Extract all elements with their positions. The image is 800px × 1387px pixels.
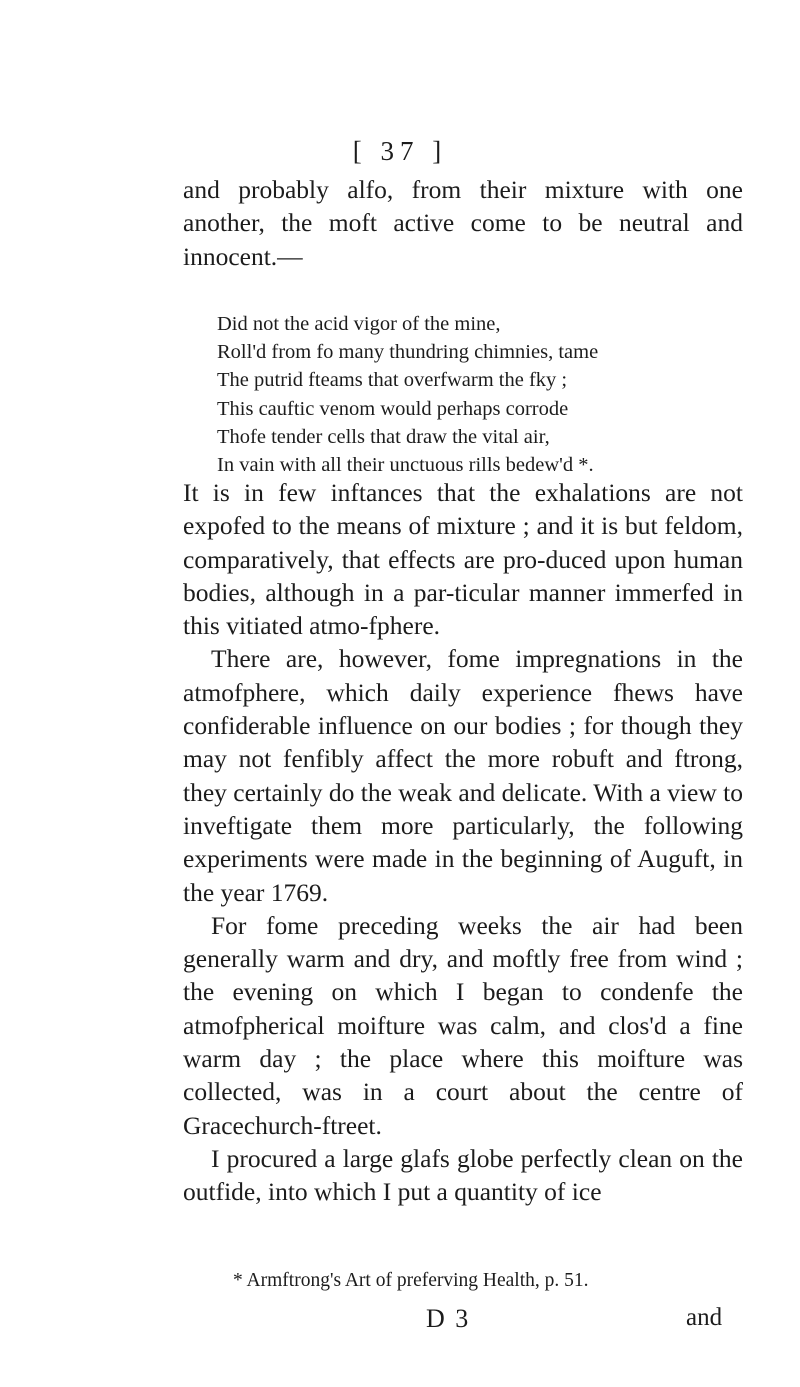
body-text [183, 476, 743, 1209]
paragraph-impregnations: There are, however, fome impregnations in the atmofphere, which daily experience fhews have confiderable influence on our bodies ; for though they may not fenfibly affect the more robuft and ftrong, they certainly do the weak and delicate. With a view to inveftigate them more particularly, the following experiments were made in the beginning of Auguft, in the year 1769. [183, 644, 744, 907]
verse-line: The putrid fteams that overfwarm the fky ; [217, 369, 568, 392]
signature-mark: D 3 [426, 1304, 471, 1333]
catchword: and [686, 1304, 723, 1331]
verse-line: Thofe tender cells that draw the vital air, [217, 425, 550, 448]
verse-line: In vain with all their unctuous rills bedew'd *. [217, 454, 594, 477]
verse-line: This cauftic venom would perhaps corrode [217, 397, 569, 420]
page-number: [ 37 ] [352, 136, 448, 166]
paragraph-weather: For fome preceding weeks the air had been generally warm and dry, and moftly free from wind ; the evening on which I began to condenfe the atmofpherical moifture was calm, and clos'd a fine warm day ; the place where this moifture was collected, was in a court about the centre of Gracechurch-ftreet. [183, 910, 743, 1140]
footnote: * Armftrong's Art of preferving Health, p. 51. [233, 1270, 589, 1291]
verse-line: Did not the acid vigor of the mine, [217, 313, 501, 335]
paragraph-glass-globe: I procured a large glafs globe perfectly clean on the outfide, into which I put a quantity of ice [183, 1143, 743, 1207]
paragraph-exhalations: It is in few inftances that the exhalations are not expofed to the means of mixture ; and it is but feldom, comparatively, that effects are pro-duced upon human bodies, although in a par-ticular manner immerfed in this vitiated atmo-fphere. [183, 478, 743, 641]
verse-quotation [217, 310, 757, 479]
verse-line: Roll'd from fo many thundring chimnies, tame [217, 341, 599, 364]
opening-paragraph [183, 173, 743, 273]
opening-text: and probably alfo, from their mixture with one another, the moft active come to be neutral and innocent.— [183, 175, 743, 271]
